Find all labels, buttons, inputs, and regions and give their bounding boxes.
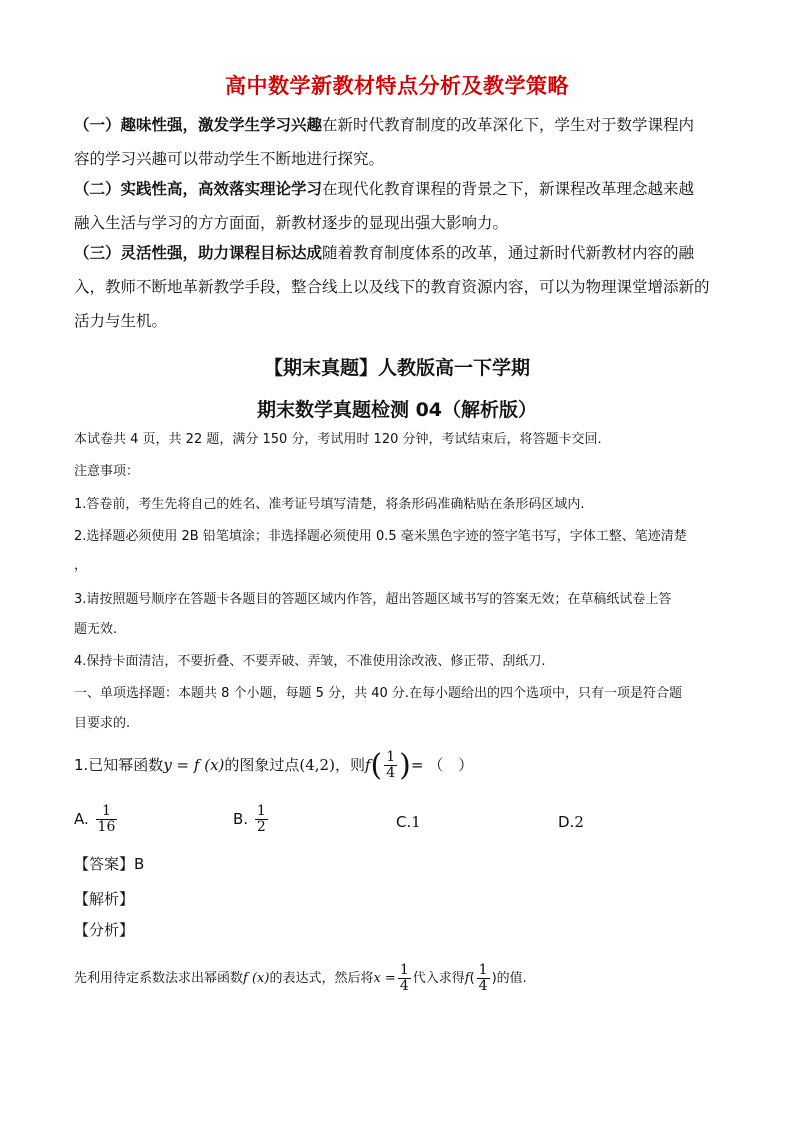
section-3-body-2: 入，教师不断地革新教学手段，整合线上以及线下的教育资源内容，可以为物理课堂增添新的	[74, 278, 710, 296]
section-1-paragraph	[74, 108, 724, 176]
analysis-part-2: 的表达式，然后将	[269, 971, 374, 986]
question-mid: 的图象过点	[224, 756, 300, 774]
analysis-fx: f (x)	[243, 971, 270, 986]
option-c[interactable]	[396, 813, 421, 831]
fenxi-label: 【分析】	[74, 921, 135, 939]
question-point: (4,2)	[299, 756, 335, 774]
section-2-heading: （二）实践性高，高效落实理论学习	[74, 180, 323, 198]
notes-heading: 注意事项：	[74, 464, 140, 479]
option-b[interactable]	[233, 804, 270, 835]
note-4: 4.保持卡面清洁，不要折叠、不要弄破、弄皱，不准使用涂改液、修正带、刮纸刀.	[74, 654, 546, 669]
exam-title-2: 期末数学真题检测 04（解析版）	[256, 399, 538, 421]
analysis-x-eq: x =	[373, 971, 396, 986]
analysis-part-4: 的值.	[496, 971, 527, 986]
paren-open: (	[370, 747, 383, 783]
section-1-heading: （一）趣味性强，激发学生学习兴趣	[74, 116, 323, 134]
analysis-fraction-2-num: 1	[478, 962, 488, 978]
answer-label: 【答案】	[74, 855, 135, 873]
section-2-body-1: 在现代化教育课程的背景之下，新课程改革理念越来越	[322, 180, 695, 198]
fraction-denominator: 4	[386, 765, 396, 781]
question-tail: = （ ）	[410, 756, 474, 774]
question-comma: ，则	[334, 756, 365, 774]
option-d[interactable]	[558, 813, 584, 831]
section-3-body-1: 随着教育制度体系的改革，通过新时代新教材内容的融	[322, 244, 695, 262]
section-3-paragraph	[74, 236, 724, 338]
jiexi-label: 【解析】	[74, 890, 135, 908]
analysis-part-3: 代入求得	[412, 971, 465, 986]
option-d-value: 2	[574, 813, 584, 831]
option-b-numerator: 1	[256, 803, 266, 819]
doc-title: 高中数学新教材特点分析及教学策略	[225, 74, 569, 98]
exam-title-1: 【期末真题】人教版高一下学期	[263, 357, 530, 379]
note-3-cont: 题无效.	[74, 622, 118, 637]
option-a-denominator: 16	[97, 819, 116, 835]
analysis-fraction-1-num: 1	[399, 962, 409, 978]
section-3-body-3: 活力与生机。	[74, 312, 168, 330]
option-c-value: 1	[411, 813, 421, 831]
fraction-numerator: 1	[386, 749, 396, 765]
analysis-fraction-1-den: 4	[399, 978, 409, 994]
exam-intro: 本试卷共 4 页，共 22 题，满分 150 分，考试用时 120 分钟，考试结束后，将答题卡交回.	[74, 432, 602, 447]
question-f: f	[364, 756, 371, 774]
question-fraction	[384, 750, 397, 781]
section-1-body-1: 在新时代教育制度的改革深化下，学生对于数学课程内	[322, 116, 695, 134]
option-c-label: C.	[396, 813, 412, 831]
option-b-denominator: 2	[256, 819, 266, 835]
question-function: y = f (x)	[163, 756, 225, 774]
option-b-label: B.	[233, 810, 249, 828]
note-2-cont: ，	[74, 558, 88, 573]
section-3-heading: （三）灵活性强，助力课程目标达成	[74, 244, 323, 262]
note-3: 3.请按照题号顺序在答题卡各题目的答题区域内作答，超出答题区域书写的答案无效；在草稿纸试卷上答	[74, 592, 672, 607]
option-a-numerator: 1	[96, 804, 118, 820]
answer-line	[74, 853, 144, 874]
option-d-label: D.	[558, 813, 575, 831]
section-2-body-2: 融入生活与学习的方方面面，新教材逐步的显现出强大影响力。	[74, 214, 509, 232]
note-1: 1.答卷前，考生先将自己的姓名、准考证号填写清楚，将条形码准确粘贴在条形码区域内.	[74, 497, 585, 512]
analysis-text: 先利用待定系数法求出幂函数f (x)的表达式，然后将x = $\frac{1}{4}$ 代入求得f( $\frac{1}{4}$ )的值.	[74, 962, 527, 994]
analysis-part-1: 先利用待定系数法求出幂函数	[74, 971, 244, 986]
section-2-paragraph	[74, 172, 724, 240]
section-1-body-2: 容的学习兴趣可以带动学生不断地进行探究。	[74, 150, 385, 168]
question-prefix: 1.已知幂函数	[74, 756, 164, 774]
analysis-fraction-2	[477, 963, 490, 994]
option-a-label: A.	[74, 810, 89, 828]
section-instructions-2: 目要求的.	[74, 716, 131, 731]
option-a[interactable]	[74, 804, 119, 835]
section-instructions-1: 一、单项选择题：本题共 8 个小题，每题 5 分，共 40 分.在每小题给出的四个选项中，只有一项是符合题	[74, 686, 683, 701]
paren-close: )	[399, 747, 411, 783]
answer-value: B	[134, 855, 145, 873]
note-2: 2.选择题必须使用 2B 铅笔填涂；非选择题必须使用 0.5 毫米黑色字迹的签字笔书写，字体工整、笔迹清楚	[74, 529, 687, 544]
analysis-fraction-1	[398, 963, 411, 994]
analysis-f: f	[464, 971, 470, 986]
option-b-fraction	[255, 804, 268, 835]
question-1	[74, 747, 474, 783]
option-a-fraction	[96, 804, 118, 835]
analysis-fraction-2-den: 4	[478, 978, 488, 994]
